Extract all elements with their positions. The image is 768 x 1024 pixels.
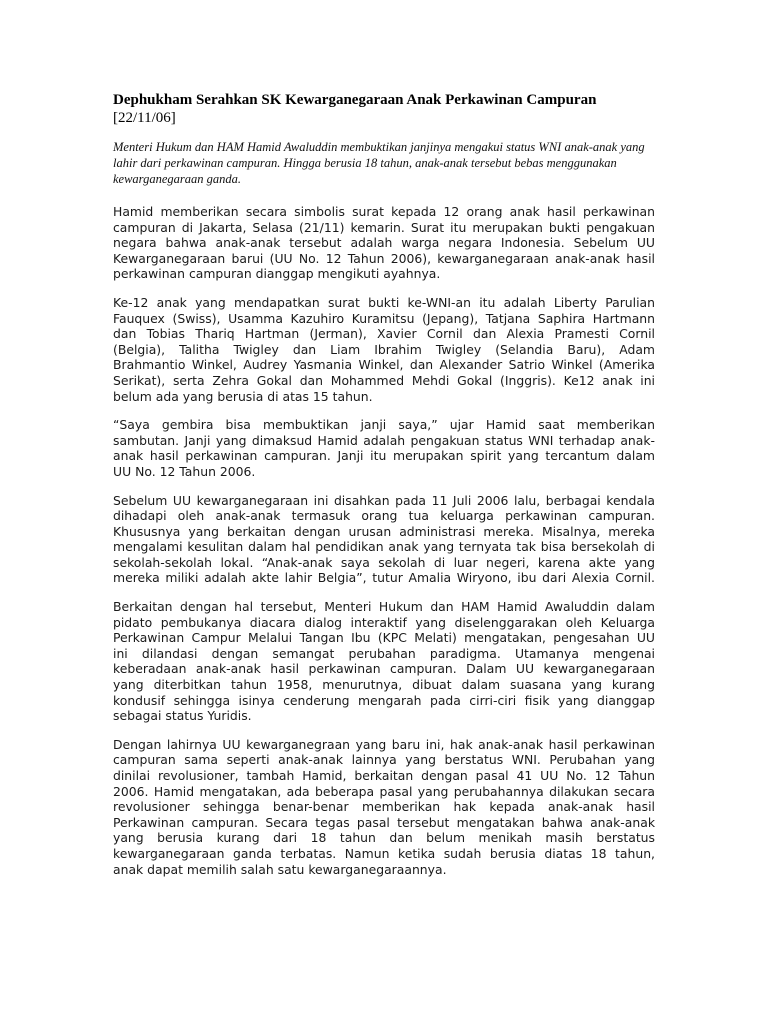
paragraph-line: Perkawinan campuran. Secara tegas pasal tersebut mengatakan bahwa anak-anak: [113, 814, 655, 830]
paragraph-line: Ke-12 anak yang mendapatkan surat bukti ke-WNI-an itu adalah Liberty Parulian: [113, 294, 655, 310]
lead-line: Menteri Hukum dan HAM Hamid Awaluddin membuktikan janjinya mengakui status WNI anak-anak yang: [113, 140, 645, 154]
paragraph: [113, 295, 655, 404]
paragraph-line: pidato pembukanya diacara dialog interaktif yang diselenggarakan oleh Keluarga: [113, 614, 655, 630]
paragraph-line: Dengan lahirnya UU kewarganegraan yang baru ini, hak anak-anak hasil perkawinan: [113, 736, 655, 752]
paragraph: [113, 417, 655, 479]
paragraph: [113, 599, 655, 724]
paragraph-line: Hamid memberikan secara simbolis surat kepada 12 orang anak hasil perkawinan: [113, 204, 655, 219]
paragraph-line: dan Tobias Thariq Hartman (Jerman), Xavier Cornil dan Alexia Pramesti Cornil: [113, 326, 655, 342]
paragraph-line: yang diterbitkan tahun 1958, menurutnya, dibuat dalam suasana yang kurang: [113, 677, 655, 693]
article-header: [113, 91, 673, 127]
paragraph-line: “Saya gembira bisa membuktikan janji saya,” ujar Hamid saat memberikan: [113, 417, 655, 433]
paragraph: [113, 204, 655, 282]
paragraph-line: Perkawinan Campur Melalui Tangan Ibu (KPC Melati) mengatakan, pengesahan UU: [113, 630, 655, 646]
paragraph-line: Serikat), serta Zehra Gokal dan Mohammed Mehdi Gokal (Inggris). Ke12 anak ini: [113, 372, 655, 388]
paragraph-line: kewarganegaraan ganda terbatas. Namun ketika sudah berusia diatas 18 tahun,: [113, 845, 655, 861]
paragraph-line: Berkaitan dengan hal tersebut, Menteri Hukum dan HAM Hamid Awaluddin dalam: [113, 599, 655, 615]
paragraph-line: 2006. Hamid mengatakan, ada beberapa pasal yang perubahannya dilakukan secara: [113, 783, 655, 799]
paragraph-line: kondusif sehingga isinya cenderung mengarah pada cirri-ciri fisik yang dianggap: [113, 692, 655, 708]
paragraph-line: UU No. 12 Tahun 2006.: [113, 463, 256, 479]
paragraph-line: mereka miliki adalah akte lahir Belgia”, tutur Amalia Wiryono, ibu dari Alexia Cornil.: [113, 570, 655, 586]
lead-line: kewarganegaraan ganda.: [113, 172, 241, 187]
article-body: [113, 204, 655, 890]
paragraph: [113, 737, 655, 877]
paragraph-line: mengalami kesulitan dalam hal pendidikan anak yang ternyata tak bisa bersekolah di: [113, 539, 655, 555]
paragraph-line: yang berusia kurang dari 18 tahun dan belum menikah masih berstatus: [113, 830, 655, 846]
paragraph-line: sekolah-sekolah lokal. “Anak-anak saya sekolah di luar negeri, karena akte yang: [113, 554, 655, 570]
paragraph-line: anak hasil perkawinan campuran. Janji itu merupakan spirit yang tercantum dalam: [113, 448, 655, 464]
paragraph-line: dihadapi oleh anak-anak termasuk orang tua keluarga perkawinan campuran.: [113, 508, 655, 524]
paragraph-line: anak dapat memilih salah satu kewarganegaraannya.: [113, 861, 447, 877]
paragraph-line: campuran di Jakarta, Selasa (21/11) kemarin. Surat itu merupakan bukti pengakuan: [113, 219, 655, 235]
lead-line: lahir dari perkawinan campuran. Hingga berusia 18 tahun, anak-anak tersebut bebas menggunakan: [113, 156, 617, 171]
paragraph-line: revolusioner sehingga benar-benar memberikan hak kepada anak-anak hasil: [113, 799, 655, 815]
paragraph-line: Kewarganegaraan barui (UU No. 12 Tahun 2006), kewarganegaraan anak-anak hasil: [113, 250, 655, 266]
article-lead: [113, 139, 673, 188]
paragraph-line: sambutan. Janji yang dimaksud Hamid adalah pengakuan status WNI terhadap anak-: [113, 432, 655, 448]
paragraph-line: ini dilandasi dengan semangat perubahan paradigma. Utamanya mengenai: [113, 645, 655, 661]
paragraph-line: campuran sama seperti anak-anak lainnya yang berstatus WNI. Perubahan yang: [113, 752, 655, 768]
paragraph: [113, 493, 655, 587]
paragraph-line: sebagai status Yuridis.: [113, 708, 252, 724]
paragraph-line: perkawinan campuran dianggap mengikuti ayahnya.: [113, 266, 441, 282]
paragraph-line: Fauquex (Swiss), Usamma Kazuhiro Kuramitsu (Jepang), Tatjana Saphira Hartmann: [113, 310, 655, 326]
paragraph-line: belum ada yang berusia di atas 15 tahun.: [113, 388, 373, 404]
paragraph-line: (Belgia), Talitha Twigley dan Liam Ibrahim Twigley (Selandia Baru), Adam: [113, 341, 655, 357]
paragraph-line: Brahmantio Winkel, Audrey Yasmania Winkel, dan Alexander Satrio Winkel (Amerika: [113, 357, 655, 373]
paragraph-line: dinilai revolusioner, tambah Hamid, berkaitan dengan pasal 41 UU No. 12 Tahun: [113, 768, 655, 783]
paragraph-line: Khususnya yang berkaitan dengan urusan administrasi mereka. Misalnya, mereka: [113, 523, 655, 539]
paragraph-line: Sebelum UU kewarganegaraan ini disahkan pada 11 Juli 2006 lalu, berbagai kendala: [113, 492, 655, 508]
paragraph-line: keberadaan anak-anak hasil perkawinan campuran. Dalam UU kewarganegaraan: [113, 661, 655, 677]
article-date: [22/11/06]: [113, 110, 176, 126]
paragraph-line: negara bahwa anak-anak tersebut adalah warga negara Indonesia. Sebelum UU: [113, 235, 655, 251]
article-title: Dephukham Serahkan SK Kewarganegaraan Anak Perkawinan Campuran: [113, 92, 597, 108]
